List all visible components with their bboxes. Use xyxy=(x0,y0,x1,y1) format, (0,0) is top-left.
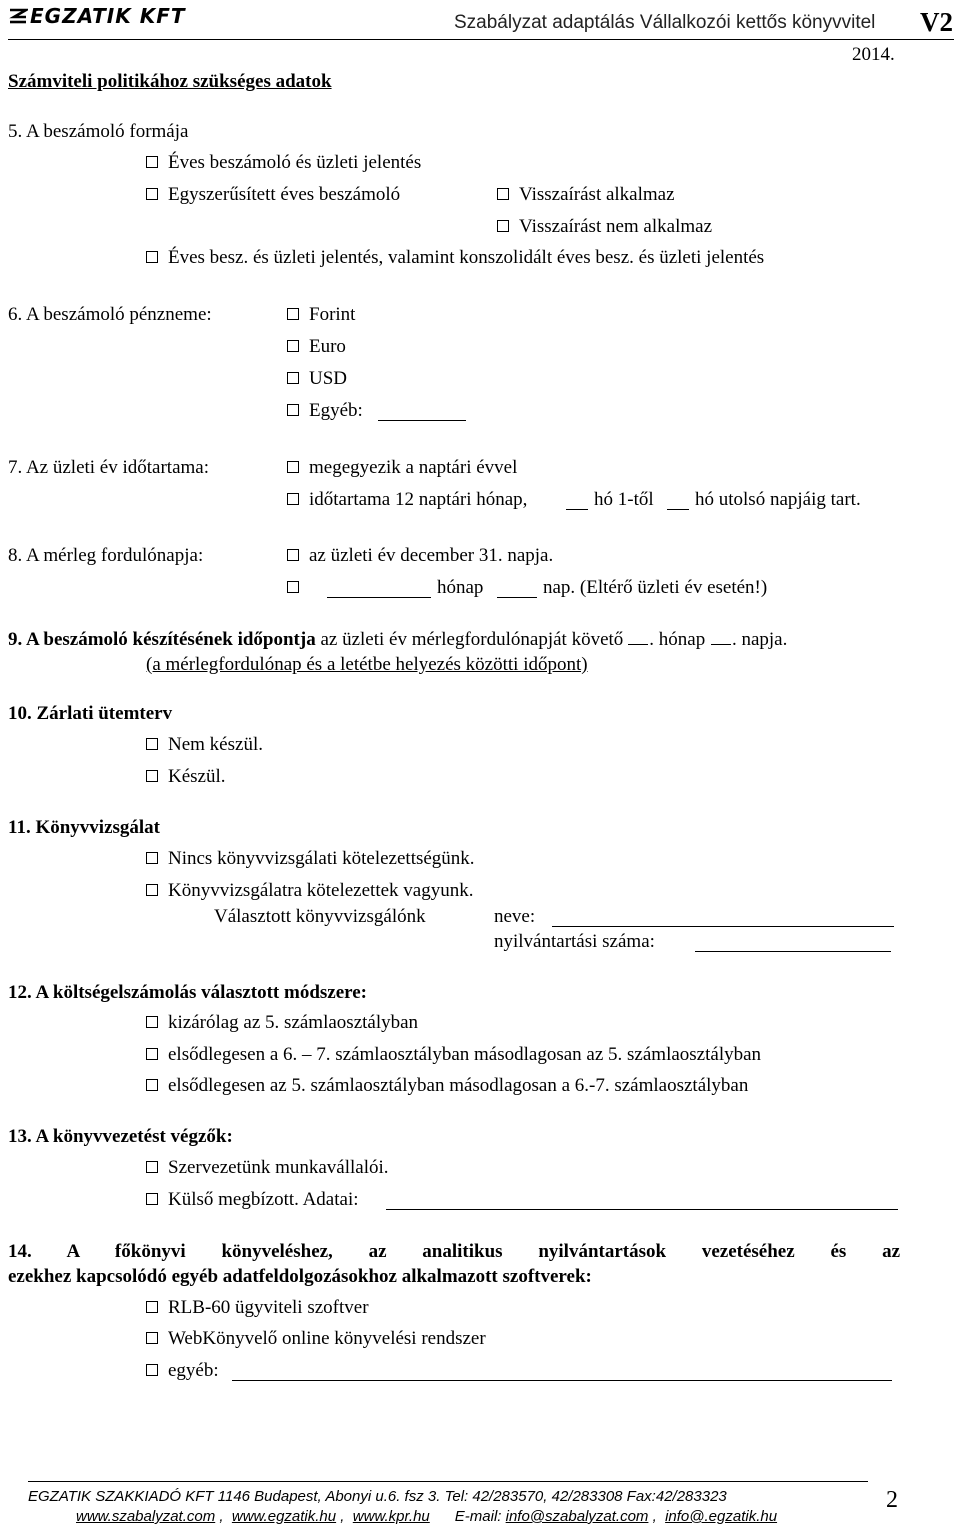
checkbox[interactable] xyxy=(497,188,509,200)
header-title: Szabályzat adaptálás Vállalkozói kettős könyvvitel xyxy=(454,12,876,33)
page-section-title: Számviteli politikához szükséges adatok xyxy=(8,71,332,92)
s11-auditor-name-field[interactable] xyxy=(552,926,894,927)
checkbox[interactable] xyxy=(146,884,158,896)
s7-start-month-field[interactable] xyxy=(566,509,588,510)
s11-name-label: neve: xyxy=(494,906,536,927)
checkbox[interactable] xyxy=(146,251,158,263)
s11-reg-label: nyilvántartási száma: xyxy=(494,931,655,952)
s5-option-writeback[interactable]: Visszaírást alkalmaz xyxy=(497,185,675,204)
footer-link-szabalyzat[interactable]: www.szabalyzat.com xyxy=(76,1508,216,1525)
s10-option-yes[interactable]: Készül. xyxy=(146,767,226,786)
s14-title-line1: 14. A főkönyvi könyveléshez, az analitikus nyilvántartások vezetéséhez és az xyxy=(8,1241,900,1262)
s9-day-field[interactable] xyxy=(711,644,731,645)
s9-month-field[interactable] xyxy=(628,644,648,645)
checkbox[interactable] xyxy=(287,549,299,561)
s13-external-data-field[interactable] xyxy=(386,1209,898,1210)
company-logo xyxy=(8,4,186,28)
s13-option-employees[interactable]: Szervezetünk munkavállalói. xyxy=(146,1158,389,1177)
s11-option-none[interactable]: Nincs könyvvizsgálati kötelezettségünk. xyxy=(146,849,475,868)
s8-option-dec31[interactable]: az üzleti év december 31. napja. xyxy=(287,546,553,565)
s11-title: 11. Könyvvizsgálat xyxy=(8,817,161,838)
s12-option-class67-first[interactable]: elsődlegesen a 6. – 7. számlaosztályban másodlagosan az 5. számlaosztályban xyxy=(146,1045,761,1064)
s14-other-field[interactable] xyxy=(232,1380,892,1381)
checkbox[interactable] xyxy=(146,1301,158,1313)
checkbox[interactable] xyxy=(287,404,299,416)
footer-link-egzatik[interactable]: www.egzatik.hu xyxy=(231,1508,337,1525)
checkbox[interactable] xyxy=(146,1364,158,1376)
s6-title: 6. A beszámoló pénzneme: xyxy=(8,304,212,325)
s9-note: (a mérlegfordulónap és a letétbe helyezés közötti időpont) xyxy=(146,654,588,675)
s14-option-webkonyvelo[interactable]: WebKönyvelő online könyvelési rendszer xyxy=(146,1329,486,1348)
checkbox[interactable] xyxy=(146,1079,158,1091)
s7-end-label: hó utolsó napjáig tart. xyxy=(695,489,861,510)
checkbox[interactable] xyxy=(146,738,158,750)
checkbox[interactable] xyxy=(146,156,158,168)
page-number: 2 xyxy=(886,1487,898,1513)
s6-option-usd[interactable]: USD xyxy=(287,369,347,388)
s12-title: 12. A költségelszámolás választott módszere: xyxy=(8,982,368,1003)
footer-links: www.szabalyzat.com , www.egzatik.hu , www.kpr.hu E-mail: info@szabalyzat.com , info@.egzatik.hu xyxy=(76,1508,778,1525)
footer-link-kpr[interactable]: www.kpr.hu xyxy=(352,1508,430,1525)
header-rule xyxy=(8,39,954,40)
s9-line: 9. A beszámoló készítésének időpontja az üzleti év mérlegfordulónapját követő . hónap . napja. xyxy=(8,629,788,650)
footer-rule xyxy=(28,1481,868,1482)
checkbox[interactable] xyxy=(146,770,158,782)
s6-option-euro[interactable]: Euro xyxy=(287,337,346,356)
checkbox[interactable] xyxy=(287,493,299,505)
s8-day-field[interactable] xyxy=(497,597,537,598)
footer-address: EGZATIK SZAKKIADÓ KFT 1146 Budapest, Abonyi u.6. fsz 3. Tel: 42/283570, 42/283308 Fax:42/283323 xyxy=(28,1488,727,1505)
s7-option-custom[interactable]: időtartama 12 naptári hónap, xyxy=(287,490,527,509)
s5-option-consolidated[interactable]: Éves besz. és üzleti jelentés, valamint konszolidált éves besz. és üzleti jelentés xyxy=(146,248,764,267)
s11-auditor-reg-field[interactable] xyxy=(695,951,891,952)
footer-email-1[interactable]: info@szabalyzat.com xyxy=(505,1508,649,1525)
s5-option-simplified[interactable]: Egyszerűsített éves beszámoló xyxy=(146,185,400,204)
header-year: 2014. xyxy=(852,44,895,65)
s12-option-class5[interactable]: kizárólag az 5. számlaosztályban xyxy=(146,1013,418,1032)
checkbox[interactable] xyxy=(287,461,299,473)
checkbox[interactable] xyxy=(146,188,158,200)
s8-month-label: hónap xyxy=(437,577,484,598)
header-version: V2 xyxy=(920,7,953,37)
checkbox[interactable] xyxy=(146,1016,158,1028)
checkbox[interactable] xyxy=(287,340,299,352)
s6-other-field[interactable] xyxy=(378,420,466,421)
s7-end-month-field[interactable] xyxy=(667,509,689,510)
footer-email-2[interactable]: info@.egzatik.hu xyxy=(665,1508,778,1525)
s8-title: 8. A mérleg fordulónapja: xyxy=(8,545,204,566)
s14-option-rlb60[interactable]: RLB-60 ügyviteli szoftver xyxy=(146,1298,369,1317)
s11-option-required[interactable]: Könyvvizsgálatra kötelezettek vagyunk. xyxy=(146,881,473,900)
checkbox[interactable] xyxy=(497,220,509,232)
s12-option-class5-first[interactable]: elsődlegesen az 5. számlaosztályban másodlagosan a 6.-7. számlaosztályban xyxy=(146,1076,748,1095)
checkbox[interactable] xyxy=(146,1193,158,1205)
s6-option-other[interactable]: Egyéb: xyxy=(287,401,363,420)
s7-start-label: hó 1-től xyxy=(594,489,654,510)
logo-mark-icon xyxy=(8,6,28,26)
s9-title: 9. A beszámoló készítésének időpontja xyxy=(8,629,316,650)
s10-option-none[interactable]: Nem készül. xyxy=(146,735,263,754)
checkbox[interactable] xyxy=(146,1332,158,1344)
s7-title: 7. Az üzleti év időtartama: xyxy=(8,457,210,478)
s6-option-forint[interactable]: Forint xyxy=(287,305,355,324)
footer-email-label: E-mail: xyxy=(454,1508,502,1525)
s5-title: 5. A beszámoló formája xyxy=(8,121,189,142)
s11-chosen-auditor-label: Választott könyvvizsgálónk xyxy=(214,906,426,927)
s8-day-label: nap. (Eltérő üzleti év esetén!) xyxy=(543,577,768,598)
s8-option-custom[interactable] xyxy=(287,578,309,597)
checkbox[interactable] xyxy=(146,1161,158,1173)
s14-title-line2: ezekhez kapcsolódó egyéb adatfeldolgozásokhoz alkalmazott szoftverek: xyxy=(8,1266,592,1287)
s5-option-no-writeback[interactable]: Visszaírást nem alkalmaz xyxy=(497,217,712,236)
checkbox[interactable] xyxy=(287,372,299,384)
s8-month-field[interactable] xyxy=(327,597,431,598)
s5-option-annual[interactable]: Éves beszámoló és üzleti jelentés xyxy=(146,153,421,172)
logo-text: EGZATIK KFT xyxy=(30,4,186,28)
checkbox[interactable] xyxy=(146,852,158,864)
s14-option-other[interactable]: egyéb: xyxy=(146,1361,219,1380)
s13-option-external[interactable]: Külső megbízott. Adatai: xyxy=(146,1190,359,1209)
checkbox[interactable] xyxy=(146,1048,158,1060)
s7-option-calendar[interactable]: megegyezik a naptári évvel xyxy=(287,458,517,477)
checkbox[interactable] xyxy=(287,308,299,320)
s10-title: 10. Zárlati ütemterv xyxy=(8,703,173,724)
checkbox[interactable] xyxy=(287,581,299,593)
s13-title: 13. A könyvvezetést végzők: xyxy=(8,1126,233,1147)
